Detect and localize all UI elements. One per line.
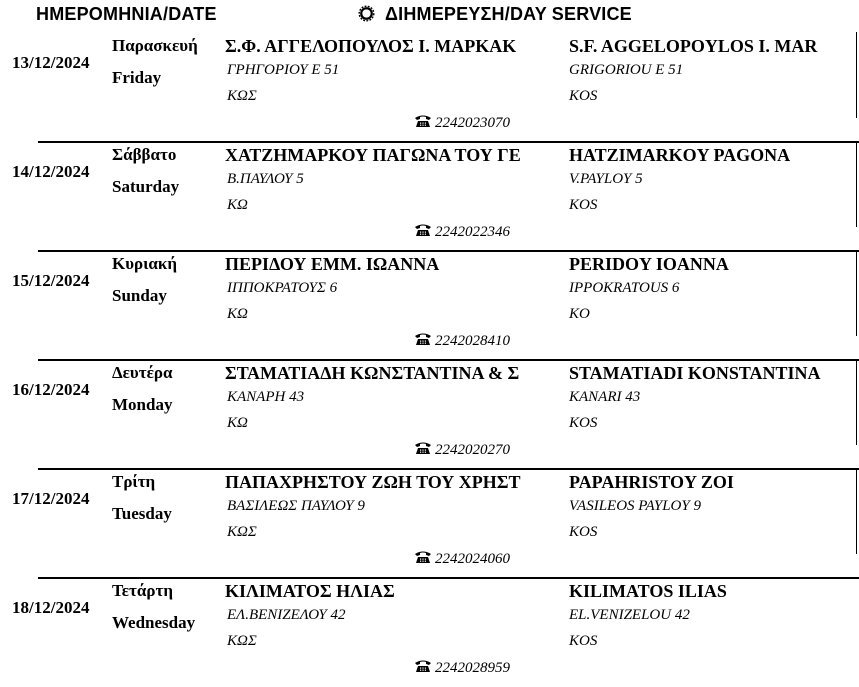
pharmacy-name-english: STAMATIADI KONSTANTINA	[569, 363, 821, 383]
phone-number[interactable]	[414, 332, 510, 350]
day-name-english: Sunday	[112, 286, 167, 305]
entry-divider	[38, 141, 859, 143]
pharmacy-entry	[0, 32, 859, 142]
city-english: KOS	[569, 524, 598, 540]
pharmacy-entry	[0, 250, 859, 360]
service-title: ΔΙΗΜΕΡΕΥΣΗ/DAY SERVICE	[385, 4, 632, 24]
day-name-english: Monday	[112, 395, 173, 414]
phone-icon	[414, 441, 432, 455]
phone-number[interactable]	[414, 223, 510, 241]
address-english: GRIGORIOU E 51	[569, 62, 684, 78]
city-greek: ΚΩΣ	[227, 633, 257, 649]
pharmacy-name-english: S.F. AGGELOPOYLOS I. MAR	[569, 36, 818, 56]
city-english: KO	[569, 306, 590, 322]
entry-date: 15/12/2024	[12, 271, 90, 290]
phone-icon	[414, 223, 432, 237]
entry-divider	[38, 250, 859, 252]
phone-number-text: 2242022346	[435, 224, 510, 240]
entry-date: 16/12/2024	[12, 380, 90, 399]
pharmacy-name-greek: ΠΕΡΙΔΟΥ ΕΜΜ. ΙΩΑΝΝΑ	[225, 254, 440, 274]
day-name-greek: Κυριακή	[112, 254, 177, 273]
phone-number-text: 2242024060	[435, 551, 510, 567]
pharmacy-name-english: HATZIMARKOY PAGONA	[569, 145, 791, 165]
city-greek: ΚΩ	[227, 306, 248, 322]
day-name-greek: Σάββατο	[112, 145, 177, 164]
address-greek: Β.ΠΑΥΛΟΥ 5	[227, 171, 304, 187]
address-greek: ΕΛ.ΒΕΝΙΖΕΛΟΥ 42	[227, 607, 346, 623]
address-english: VASILEOS PAYLOY 9	[569, 498, 701, 514]
entry-divider	[38, 359, 859, 361]
city-greek: ΚΩ	[227, 197, 248, 213]
phone-icon	[414, 332, 432, 346]
city-english: KOS	[569, 88, 598, 104]
service-column-header	[358, 2, 632, 26]
city-greek: ΚΩ	[227, 415, 248, 431]
date-column-header: ΗΜΕΡΟΜΗΝΙΑ/DATE	[36, 4, 217, 24]
phone-number-text: 2242028410	[435, 333, 510, 349]
pharmacy-entry	[0, 468, 859, 578]
day-name-english: Saturday	[112, 177, 180, 196]
day-name-greek: Δευτέρα	[112, 363, 173, 382]
phone-number-text: 2242020270	[435, 442, 510, 458]
address-greek: ΙΠΠΟΚΡΑΤΟΥΣ 6	[227, 280, 338, 296]
pharmacy-name-greek: ΚΙΛΙΜΑΤΟΣ ΗΛΙΑΣ	[225, 581, 395, 601]
entry-date: 18/12/2024	[12, 598, 90, 617]
pharmacy-entry	[0, 577, 859, 687]
pharmacy-name-greek: ΣΤΑΜΑΤΙΑΔΗ ΚΩΝΣΤΑΝΤΙΝΑ & Σ	[225, 363, 520, 383]
pharmacy-name-english: PAPAHRISTOY ZOI	[569, 472, 734, 492]
city-english: KOS	[569, 633, 598, 649]
day-name-greek: Τρίτη	[112, 472, 156, 491]
phone-number[interactable]	[414, 114, 510, 132]
entry-divider	[38, 577, 859, 579]
city-greek: ΚΩΣ	[227, 524, 257, 540]
city-english: KOS	[569, 197, 598, 213]
entry-date: 17/12/2024	[12, 489, 90, 508]
pharmacy-entry	[0, 359, 859, 469]
pharmacy-entry	[0, 141, 859, 251]
phone-number[interactable]	[414, 659, 510, 677]
address-english: EL.VENIZELOU 42	[569, 607, 690, 623]
day-name-greek: Τετάρτη	[112, 581, 173, 600]
entry-date: 13/12/2024	[12, 53, 90, 72]
phone-icon	[414, 659, 432, 673]
phone-number-text: 2242028959	[435, 660, 510, 676]
phone-icon	[414, 550, 432, 564]
pharmacy-name-greek: Σ.Φ. ΑΓΓΕΛΟΠΟΥΛΟΣ Ι. ΜΑΡΚΑΚ	[225, 36, 517, 56]
address-english: IPPOKRATOUS 6	[569, 280, 680, 296]
address-english: KANARI 43	[569, 389, 641, 405]
pharmacy-name-greek: ΠΑΠΑΧΡΗΣΤΟΥ ΖΩΗ ΤΟΥ ΧΡΗΣΤ	[225, 472, 521, 492]
sun-icon	[358, 5, 375, 22]
day-name-english: Friday	[112, 68, 162, 87]
city-greek: ΚΩΣ	[227, 88, 257, 104]
day-name-greek: Παρασκευή	[112, 36, 198, 55]
city-english: KOS	[569, 415, 598, 431]
day-name-english: Tuesday	[112, 504, 172, 523]
phone-number-text: 2242023070	[435, 115, 510, 131]
pharmacy-name-english: PERIDOY IOANNA	[569, 254, 729, 274]
pharmacy-name-greek: ΧΑΤΖΗΜΑΡΚΟΥ ΠΑΓΩΝΑ ΤΟΥ ΓΕ	[225, 145, 521, 165]
entry-date: 14/12/2024	[12, 162, 90, 181]
entry-divider	[38, 468, 859, 470]
phone-number[interactable]	[414, 550, 510, 568]
pharmacy-name-english: KILIMATOS ILIAS	[569, 581, 727, 601]
address-greek: ΒΑΣΙΛΕΩΣ ΠΑΥΛΟΥ 9	[227, 498, 365, 514]
phone-icon	[414, 114, 432, 128]
phone-number[interactable]	[414, 441, 510, 459]
address-greek: ΚΑΝΑΡΗ 43	[227, 389, 305, 405]
address-english: V.PAYLOY 5	[569, 171, 643, 187]
day-name-english: Wednesday	[112, 613, 196, 632]
address-greek: ΓΡΗΓΟΡΙΟΥ Ε 51	[227, 62, 340, 78]
